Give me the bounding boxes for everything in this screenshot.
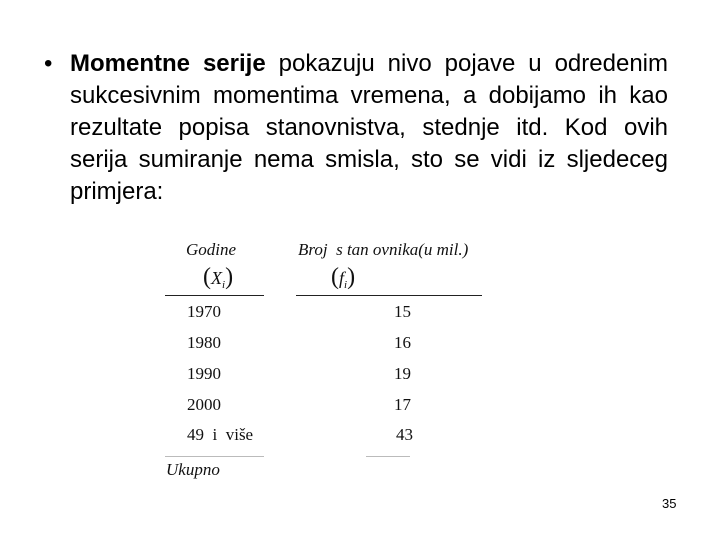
table-row-value: 16 <box>394 333 411 352</box>
col1-header: Godine <box>186 240 237 259</box>
table-row-year: 2000 <box>187 395 221 414</box>
table-row-year: 1990 <box>187 364 221 383</box>
paragraph-text: pokazuju nivo pojave u odredenim sukcesivnim momentima vremena, a dobijamo ih kao rezultate popisa stanovnistva, stednje itd. Kod ovih serija sumiranje nema smisla, sto se vidi iz sljedeceg primjera: <box>70 50 668 205</box>
col1-symbol-sub: i <box>222 279 226 292</box>
col2-header: Broj s tan ovnika(u mil.) <box>298 240 469 259</box>
bold-term: Momentne serije <box>70 50 266 77</box>
col1-symbol: $(X_i)$ <box>203 264 234 292</box>
col2-header-rule <box>296 295 482 296</box>
table-row-year: 1970 <box>187 302 221 321</box>
col2-symbol-letter: f <box>339 268 345 288</box>
body-paragraph <box>70 48 668 208</box>
table-row-year: 49 i više <box>187 425 254 444</box>
table-row-value: 15 <box>394 302 411 321</box>
col2-symbol-sub: i <box>344 279 348 292</box>
table-row-year: 1980 <box>187 333 221 352</box>
col1-symbol-letter: X <box>211 268 222 288</box>
table-row-value: 17 <box>394 395 411 414</box>
col1-total-rule <box>165 456 264 457</box>
page-number: 35 <box>662 496 677 511</box>
col2-symbol: $(f_i)$ <box>331 264 356 292</box>
table-row-value: 43 <box>396 425 413 444</box>
total-label: Ukupno <box>166 460 220 479</box>
bullet-marker: • <box>44 50 53 77</box>
table-row-value: 19 <box>394 364 411 383</box>
col1-header-rule <box>165 295 264 296</box>
col2-total-rule <box>366 456 410 457</box>
